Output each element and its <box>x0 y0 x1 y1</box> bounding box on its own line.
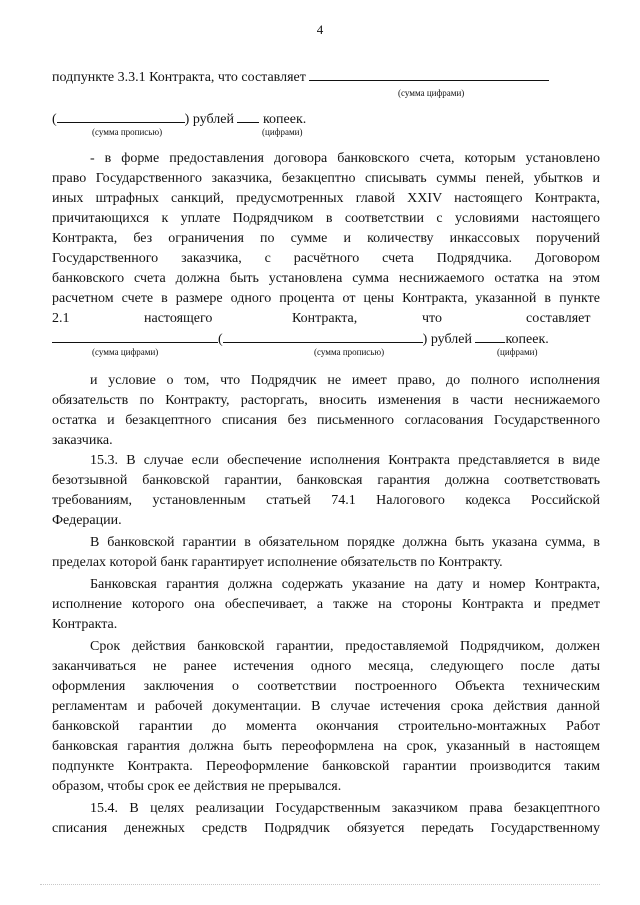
caption-digits: (цифрами) <box>262 127 303 137</box>
para3-line: Федерации. <box>52 513 122 528</box>
line-sum-second <box>52 330 600 348</box>
page-number: 4 <box>316 22 324 37</box>
para6-line: банковской гарантии до момента окончания строительно-монтажных Работ <box>52 719 600 734</box>
para5-line: Контракта. <box>52 617 118 632</box>
sum-digits-blank <box>309 68 549 81</box>
para1-line: Контракта, без ограничения по сумме и количеству инкассовых поручений <box>52 231 600 246</box>
kopeks-blank <box>237 110 259 123</box>
para3-line: безотзывной банковской гарантии, банковская гарантия должна соответствовать <box>52 473 600 488</box>
word-nastoyashchego: настоящего <box>144 311 213 326</box>
open-paren-2: ( <box>218 332 223 347</box>
rubles-label: ) рублей <box>184 112 234 127</box>
subpoint-text: подпункте 3.3.1 Контракта, что составляет <box>52 70 306 85</box>
para2-line: заказчика. <box>52 433 113 448</box>
para1-line: право Государственного заказчика, безакцептно списывать суммы пеней, убытков и <box>52 171 600 186</box>
word-kontrakta: Контракта, <box>292 311 358 326</box>
kopeks-blank-2 <box>475 330 505 343</box>
para6-line: образом, чтобы срок ее действия не прерывался. <box>52 779 342 794</box>
para6-line: банковская гарантия должна быть переоформлена на срок, указанный в настоящем <box>52 739 600 754</box>
kopeks-label-2: копеек. <box>505 332 549 347</box>
kopeks-label: копеек. <box>262 112 307 127</box>
word-21: 2.1 <box>52 311 70 326</box>
caption-sum-digits-2: (сумма цифрами) <box>92 347 159 357</box>
para3-line: требованиям, установленным статьей 74.1 Налогового кодекса Российской <box>52 493 600 508</box>
rubles-label-2: ) рублей <box>422 332 472 347</box>
word-chto: что <box>422 311 442 326</box>
para4-line: пределах которой банк гарантирует исполнение обязательств по Контракту. <box>52 555 503 570</box>
sum-digits-blank-2 <box>52 330 218 343</box>
para3-line: 15.3. В случае если обеспечение исполнения Контракта представляется в виде <box>90 453 600 468</box>
para1-line: банковского счета должна быть установлена сумма неснижаемого остатка на этом <box>52 271 600 286</box>
para1-line: - в форме предоставления договора банковского счета, которым установлено <box>90 151 600 166</box>
caption-digits-2: (цифрами) <box>497 347 538 357</box>
para6-line: Срок действия банковской гарантии, предоставляемой Подрядчиком, должен <box>90 639 600 654</box>
caption-sum-digits: (сумма цифрами) <box>398 88 465 98</box>
para6-line: подпункте Контракта. Переоформление банковской гарантии производится таким <box>52 759 600 774</box>
caption-sum-words: (сумма прописью) <box>92 127 163 137</box>
para1-line: Государственного заказчика, с расчётного счета Подрядчика. Договором <box>52 251 600 266</box>
word-sostavlyaet: составляет <box>526 311 591 326</box>
para2-line: остатка и безакцептного списания без письменного согласования Государственного <box>52 413 600 428</box>
para4-line: В банковской гарантии в обязательном порядке должна быть указана сумма, в <box>90 535 600 550</box>
para7-line: 15.4. В целях реализации Государственным заказчиком права безакцептного <box>90 801 600 816</box>
sum-words-blank <box>57 110 185 123</box>
para7-line: списания денежных средств Подрядчик обязуется передать Государственному <box>52 821 600 836</box>
para1-line: иных штрафных санкций, предусмотренных главой XXIV настоящего Контракта, <box>52 191 600 206</box>
open-paren: ( <box>52 112 57 127</box>
para1-line: расчетном счете в размере одного процента от цены Контракта, указанной в пункте <box>52 291 600 306</box>
para6-line: оформления заключения о соответствии построенного Объекта техническим <box>52 679 600 694</box>
line-rubles-kopeks <box>52 110 600 128</box>
para6-line: регламентам и рабочей документации. В случае истечения срока действия данной <box>52 699 600 714</box>
para2-line: и условие о том, что Подрядчик не имеет право, до полного исполнения <box>90 373 600 388</box>
para2-line: обязательств по Контракту, расторгать, вносить изменения в части неснижаемого <box>52 393 600 408</box>
para5-line: Банковская гарантия должна содержать указание на дату и номер Контракта, <box>90 577 600 592</box>
para6-line: заканчиваться не ранее истечения одного месяца, следующего после даты <box>52 659 600 674</box>
sum-words-blank-2 <box>223 330 423 343</box>
para5-line: исполнение которого она обеспечивает, а также на стороны Контракта и предмет <box>52 597 600 612</box>
para1-line: причитающихся к уплате Подрядчиком в соответствии с условиями настоящего <box>52 211 600 226</box>
line-subpoint-331 <box>52 68 600 86</box>
scan-edge-noise <box>40 884 600 885</box>
caption-sum-words-2: (сумма прописью) <box>314 347 385 357</box>
